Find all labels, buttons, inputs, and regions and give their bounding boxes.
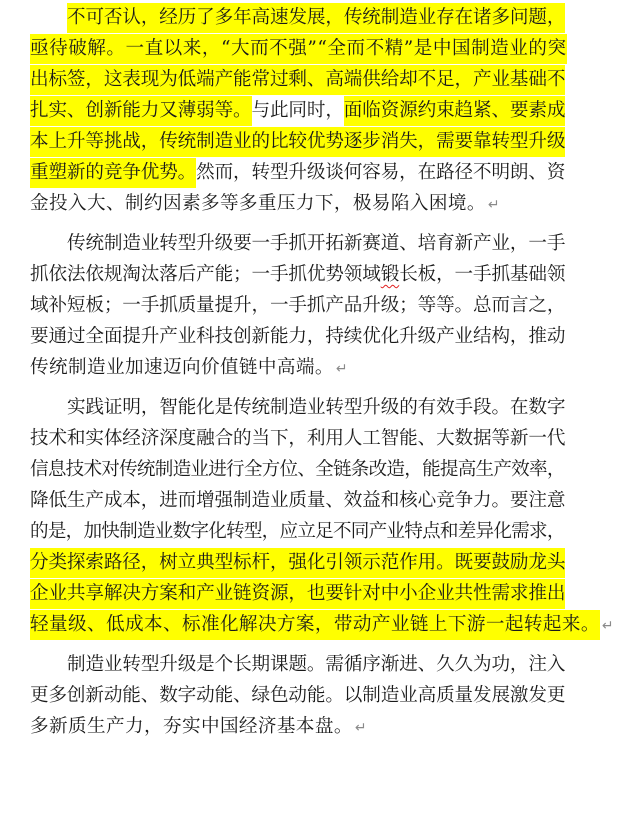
- body-text: 信息技术对传统制造业进行全方位、全链条改造，能提高生产效率，: [30, 459, 565, 480]
- text-line[interactable]: [67, 3, 565, 33]
- body-text: 域补短板；一手抓质量提升，一手抓产品升级；等等。总而言之，: [30, 295, 566, 316]
- body-text: 金投入大、制约因素多等多重压力下，极易陷入困境。: [30, 193, 486, 214]
- spelling-flagged-text: 锻: [380, 264, 400, 285]
- text-line[interactable]: [30, 34, 567, 64]
- body-text: 抓依法依规淘汰落后产能；一手抓优势领域: [30, 264, 381, 285]
- text-line[interactable]: [30, 127, 565, 157]
- text-line[interactable]: [67, 650, 565, 680]
- text-line[interactable]: [67, 229, 565, 259]
- text-line[interactable]: [30, 579, 565, 609]
- highlighted-text: 企业共享解决方案和产业链资源，也要针对中小企业共性需求推出: [30, 579, 565, 609]
- text-line[interactable]: [30, 322, 565, 352]
- text-line[interactable]: [30, 548, 565, 578]
- body-text: 的是，加快制造业数字化转型，应立足不同产业特点和差异化需求，: [30, 521, 565, 542]
- text-line[interactable]: [30, 455, 565, 485]
- highlighted-text: 轻量级、低成本、标准化解决方案，带动产业链上下游一起转起来。: [30, 610, 600, 640]
- body-text: 技术和实体经济深度融合的当下，利用人工智能、大数据等新一代: [30, 428, 566, 449]
- body-text: 长板，一手抓基础领: [399, 264, 566, 285]
- paragraph-mark-icon: ↵: [487, 197, 500, 213]
- highlighted-text: 分类探索路径，树立典型标杆，强化引领示范作用。既要鼓励龙头: [30, 548, 565, 578]
- text-line[interactable]: [30, 681, 565, 711]
- body-text: 实践证明，智能化是传统制造业转型升级的有效手段。在数字: [67, 397, 566, 418]
- paragraph-mark-icon: ↵: [601, 618, 614, 634]
- text-line[interactable]: [30, 65, 565, 95]
- body-text: 多新质生产力，夯实中国经济基本盘。: [30, 716, 353, 737]
- body-text: 与此同时，: [251, 100, 344, 121]
- highlighted-text: 不可否认，经历了多年高速发展，传统制造业存在诸多问题，: [67, 3, 565, 33]
- text-line[interactable]: [30, 517, 565, 547]
- body-text: 要通过全面提升产业科技创新能力，持续优化升级产业结构，推动: [30, 326, 566, 347]
- text-line[interactable]: [30, 610, 614, 640]
- body-text: 然而，转型升级谈何容易，在路径不明朗、资: [196, 162, 566, 183]
- body-text: 制造业转型升级是个长期课题。需循序渐进、久久为功，注入: [67, 654, 566, 675]
- highlighted-text: 重塑新的竞争优势。: [30, 158, 196, 188]
- body-text: 降低生产成本，进而增强制造业质量、效益和核心竞争力。要注意: [30, 490, 566, 511]
- text-line[interactable]: [30, 353, 348, 383]
- highlighted-text: 本上升等挑战，传统制造业的比较优势逐步消失，需要靠转型升级: [30, 127, 565, 157]
- text-line[interactable]: [30, 424, 565, 454]
- text-line[interactable]: [30, 260, 565, 290]
- body-text: 传统制造业转型升级要一手抓开拓新赛道、培育新产业，一手: [67, 233, 566, 254]
- text-line[interactable]: [30, 96, 565, 126]
- text-line[interactable]: [67, 393, 565, 423]
- highlighted-text: 扎实、创新能力又薄弱等。: [30, 96, 252, 126]
- text-line[interactable]: [30, 712, 367, 742]
- paragraph-mark-icon: ↵: [335, 361, 349, 377]
- body-text: 传统制造业加速迈向价值链中高端。: [30, 357, 334, 378]
- body-text: 更多创新动能、数字动能、绿色动能。以制造业高质量发展激发更: [30, 685, 566, 706]
- text-line[interactable]: [30, 486, 565, 516]
- highlighted-text: 亟待破解。一直以来，“大而不强”“全而不精”是中国制造业的突: [30, 34, 567, 64]
- highlighted-text: 面临资源约束趋紧、要素成: [344, 96, 566, 126]
- text-line[interactable]: [30, 158, 565, 188]
- paragraph-mark-icon: ↵: [354, 720, 368, 736]
- text-line[interactable]: [30, 291, 565, 321]
- text-line[interactable]: [30, 189, 500, 219]
- highlighted-text: 出标签，这表现为低端产能常过剩、高端供给却不足，产业基础不: [30, 65, 565, 95]
